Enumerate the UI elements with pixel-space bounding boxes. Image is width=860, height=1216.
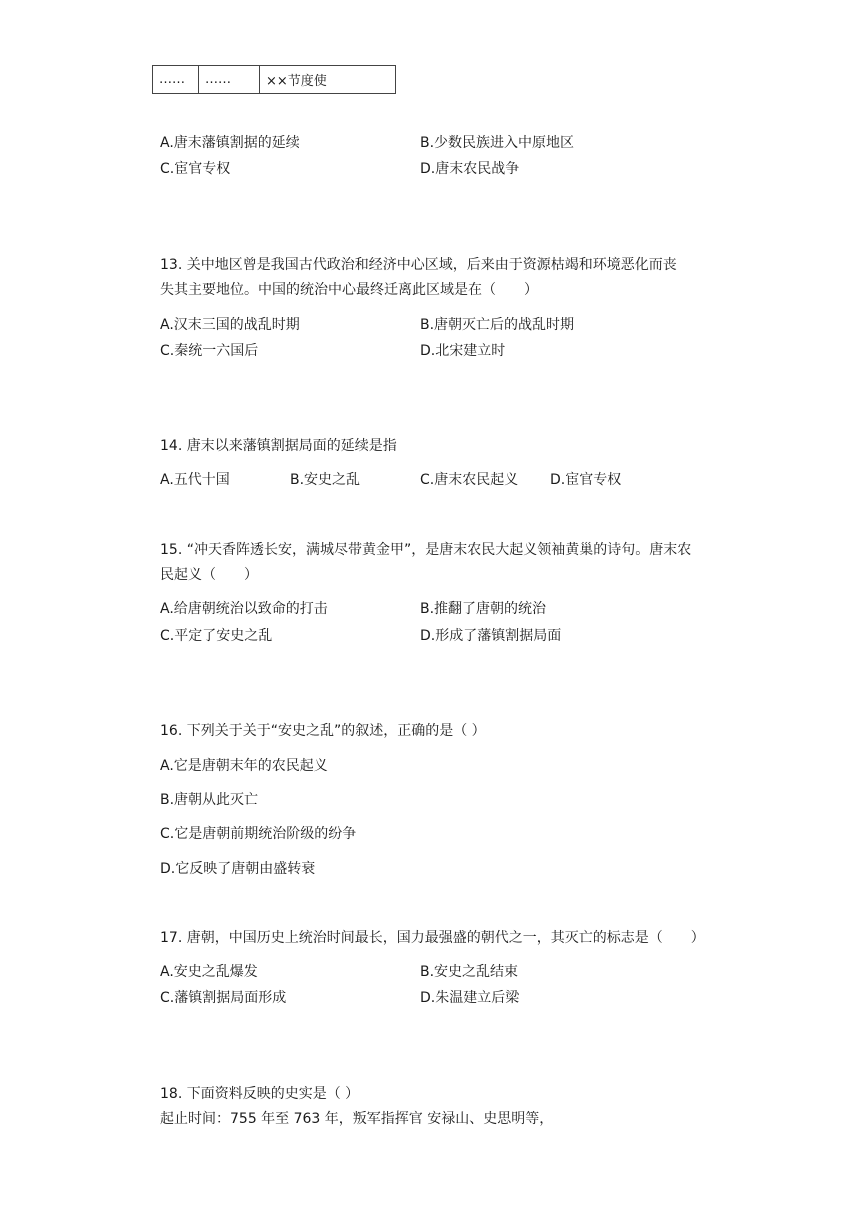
q16-option-c: C.它是唐朝前期统治阶级的纷争 bbox=[160, 826, 357, 842]
q18-material-line: 起止时间：755 年至 763 年，叛军指挥官 安禄山、史思明等， bbox=[160, 1111, 554, 1127]
q15-stem-line1: 15. “冲天香阵透长安，满城尽带黄金甲”，是唐末农民大起义领袖黄巢的诗句。唐末农 bbox=[160, 542, 692, 558]
q13-option-c: C.秦统一六国后 bbox=[160, 343, 259, 359]
q14-option-d: D.宦官专权 bbox=[550, 472, 622, 488]
q13-option-b: B.唐朝灭亡后的战乱时期 bbox=[420, 317, 575, 333]
q14-option-c: C.唐末农民起义 bbox=[420, 472, 519, 488]
q13-stem-line2: 失其主要地位。中国的统治中心最终迁离此区域是在（ ） bbox=[160, 282, 538, 298]
q17-stem: 17. 唐朝，中国历史上统治时间最长，国力最强盛的朝代之一，其灭亡的标志是（ ） bbox=[160, 930, 705, 946]
q16-option-a: A.它是唐朝末年的农民起义 bbox=[160, 758, 328, 774]
q12-option-c: C.宦官专权 bbox=[160, 161, 231, 177]
q15-stem-line2: 民起义（ ） bbox=[160, 567, 258, 583]
q12-option-b: B.少数民族进入中原地区 bbox=[420, 135, 575, 151]
q15-option-d: D.形成了藩镇割据局面 bbox=[420, 628, 562, 644]
table-row bbox=[153, 66, 396, 94]
q16-stem: 16. 下列关于关于“安史之乱”的叙述，正确的是（ ） bbox=[160, 723, 486, 739]
q17-option-b: B.安史之乱结束 bbox=[420, 964, 519, 980]
q12-option-d: D.唐末农民战争 bbox=[420, 161, 520, 177]
q14-option-b: B.安史之乱 bbox=[290, 472, 361, 488]
q15-option-b: B.推翻了唐朝的统治 bbox=[420, 601, 547, 617]
table-cell: …… bbox=[199, 66, 260, 94]
table-cell: ××节度使 bbox=[260, 66, 396, 94]
table-cell: …… bbox=[153, 66, 199, 94]
q15-option-c: C.平定了安史之乱 bbox=[160, 628, 273, 644]
q17-option-d: D.朱温建立后梁 bbox=[420, 990, 520, 1006]
q13-option-a: A.汉末三国的战乱时期 bbox=[160, 317, 300, 333]
q15-option-a: A.给唐朝统治以致命的打击 bbox=[160, 601, 328, 617]
q14-stem: 14. 唐末以来藩镇割据局面的延续是指 bbox=[160, 438, 397, 454]
q18-stem: 18. 下面资料反映的史实是（ ） bbox=[160, 1086, 360, 1102]
q17-option-c: C.藩镇割据局面形成 bbox=[160, 990, 287, 1006]
q14-option-a: A.五代十国 bbox=[160, 472, 230, 488]
q12-option-a: A.唐末藩镇割据的延续 bbox=[160, 135, 300, 151]
q13-stem-line1: 13. 关中地区曾是我国古代政治和经济中心区域，后来由于资源枯竭和环境恶化而丧 bbox=[160, 257, 677, 273]
jiedushi-table bbox=[152, 65, 396, 94]
q16-option-d: D.它反映了唐朝由盛转衰 bbox=[160, 861, 316, 877]
q17-option-a: A.安史之乱爆发 bbox=[160, 964, 258, 980]
q13-option-d: D.北宋建立时 bbox=[420, 343, 506, 359]
q16-option-b: B.唐朝从此灭亡 bbox=[160, 792, 259, 808]
